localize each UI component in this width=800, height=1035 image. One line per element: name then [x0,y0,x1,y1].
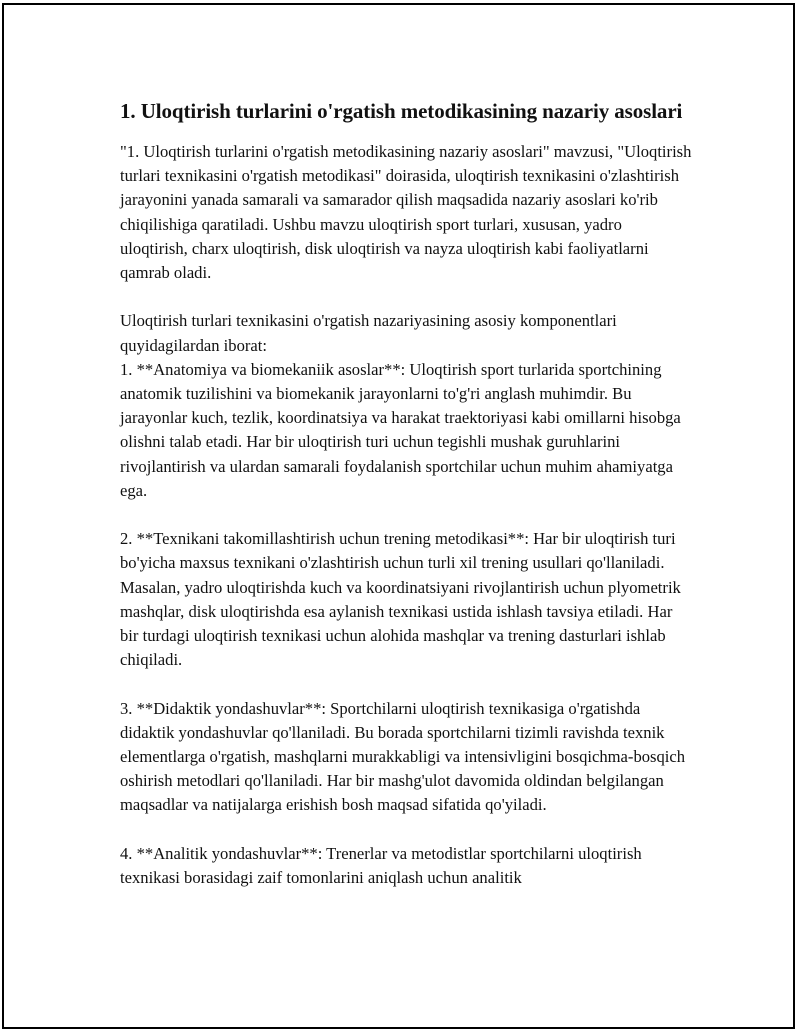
document-title: 1. Uloqtirish turlarini o'rgatish metodikasining nazariy asoslari [120,99,683,123]
document-page [2,3,795,1029]
document-body [120,96,692,890]
paragraph-gap [120,285,692,309]
paragraph-didactic: 3. **Didaktik yondashuvlar**: Sportchilarni uloqtirish texnikasiga o'rgatishda didaktik yondashuvlar qo'llaniladi. Bu borada sportchilarni tizimli ravishda texnik elementlarga o'rgatish, mashqlarni murakkabligi va intensivligini bosqichma-bosqich oshirish metodlari qo'llaniladi. Har bir mashg'ulot davomida oldindan belgilangan maqsadlar va natijalarga erishish bosh maqsad sifatida qo'yiladi. [120,698,686,815]
paragraph-gap [120,818,692,842]
paragraph-intro: "1. Uloqtirish turlarini o'rgatish metodikasining nazariy asoslari" mavzusi, "Uloqtirish turlari texnikasini o'rgatish metodikasi" doirasida, uloqtirish texnikasini o'zlashtirish jarayonini yanada samarali va samarador qilish maqsadida nazariy asoslari ko'rib chiqilishiga qaratiladi. Ushbu mavzu uloqtirish sport turlari, xususan, yadro uloqtirish, charx uloqtirish, disk uloqtirish va nayza uloqtirish kabi faoliyatlarni qamrab oladi. [120,142,692,283]
paragraph-gap [120,503,692,527]
paragraph-analytic: 4. **Analitik yondashuvlar**: Trenerlar va metodistlar sportchilarni uloqtirish texnikasi borasidagi zaif tomonlarini aniqlash uchun analitik [120,843,642,888]
paragraph-gap [120,672,692,696]
paragraph-components: Uloqtirish turlari texnikasini o'rgatish nazariyasining asosiy komponentlari quyidagilardan iborat: 1. **Anatomiya va biomekaniik asoslar**: Uloqtirish sport turlarida sportchining anatomik tuzilishini va biomekanik jarayonlarni to'g'ri anglash muhimdir. Bu jarayonlar kuch, tezlik, koordinatsiya va harakat traektoriyasi kabi omillarni hisobga olishni talab etadi. Har bir uloqtirish turi uchun tegishli mushak guruhlarini rivojlantirish va ulardan samarali foydalanish sportchilar uchun muhim ahamiyatga ega. [120,311,681,500]
paragraph-training: 2. **Texnikani takomillashtirish uchun trening metodikasi**: Har bir uloqtirish turi bo'yicha maxsus texnikani o'zlashtirish uchun turli xil trening usullari qo'llaniladi. Masalan, yadro uloqtirishda kuch va koordinatsiyani rivojlantirish uchun plyometrik mashqlar, disk uloqtirishda esa aylanish texnikasi ustida ishlash tavsiya etiladi. Har bir turdagi uloqtirish texnikasi uchun alohida mashqlar va trening dasturlari ishlab chiqiladi. [120,529,681,670]
